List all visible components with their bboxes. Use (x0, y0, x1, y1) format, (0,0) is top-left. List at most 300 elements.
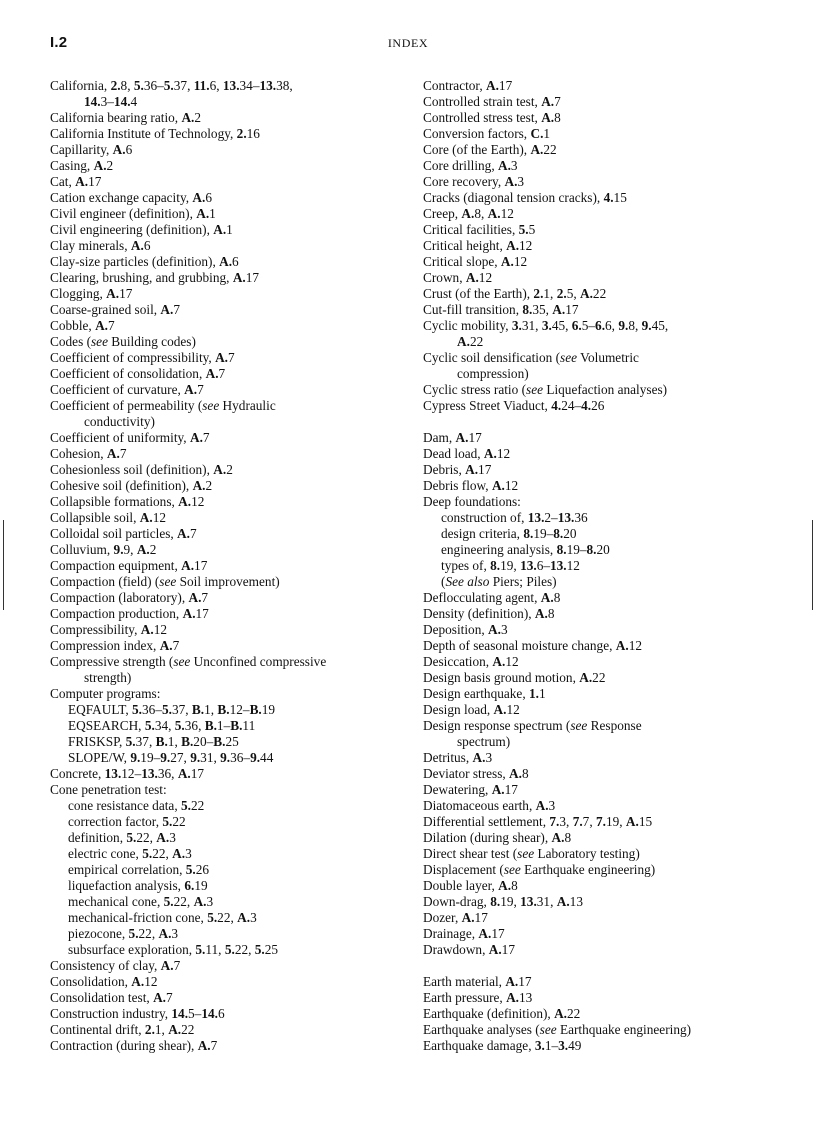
entry-text: 22, (173, 894, 194, 909)
page-ref-prefix: A. (483, 446, 497, 461)
entry-text: 3 (517, 174, 525, 189)
page-ref-prefix: A. (192, 478, 206, 493)
page-ref-prefix: A. (556, 894, 570, 909)
entry-text: types of, (441, 558, 491, 573)
entry-text: Earthquake (definition), (423, 1006, 555, 1021)
entry-text: 7 (172, 638, 180, 653)
page-ref-prefix: A. (196, 206, 210, 221)
index-entry (50, 302, 410, 318)
index-entry (423, 894, 793, 910)
entry-text: Design load, (423, 702, 494, 717)
page-ref-prefix: A. (485, 78, 499, 93)
entry-text: Response (587, 718, 642, 733)
entry-text: 12 (628, 638, 642, 653)
index-subentry (423, 526, 793, 542)
entry-text: 19 (194, 878, 208, 893)
entry-text: 6, (209, 78, 223, 93)
entry-text: electric cone, (68, 846, 143, 861)
entry-text: 7 (201, 590, 209, 605)
entry-text: 19, (500, 558, 521, 573)
page-ref-prefix: A. (131, 974, 145, 989)
page-ref-prefix: C. (530, 126, 544, 141)
entry-text: Critical slope, (423, 254, 501, 269)
page-ref-prefix: 14. (171, 1006, 189, 1021)
index-entry (423, 1006, 793, 1022)
entry-text: Density (definition), (423, 606, 535, 621)
entry-text: 7 (108, 318, 115, 333)
entry-text: Cracks (diagonal tension cracks), (423, 190, 604, 205)
entry-text: 20 (596, 542, 610, 557)
index-entry (423, 878, 793, 894)
page-ref-prefix: A. (205, 366, 219, 381)
entry-text: 8, (120, 78, 134, 93)
page-ref-prefix: A. (197, 1038, 211, 1053)
page-ref-prefix: A. (505, 974, 519, 989)
index-entry (423, 782, 793, 798)
page-ref-prefix: A. (461, 206, 475, 221)
index-entry (50, 254, 410, 270)
entry-text: engineering analysis, (441, 542, 557, 557)
index-entry (50, 526, 410, 542)
entry-text: Crown, (423, 270, 466, 285)
entry-text: Critical facilities, (423, 222, 519, 237)
page-ref-prefix: 9. (618, 318, 629, 333)
index-entry (50, 126, 410, 142)
entry-text: Cut-fill transition, (423, 302, 523, 317)
index-entry (50, 174, 410, 190)
entry-text: 22, (136, 830, 157, 845)
entry-text: 17 (518, 974, 532, 989)
index-entry (50, 542, 410, 558)
index-entry (423, 478, 793, 494)
entry-text: 16 (246, 126, 260, 141)
entry-text: Cation exchange capacity, (50, 190, 193, 205)
entry-text: 5– (581, 318, 596, 333)
entry-text: 7 (173, 958, 181, 973)
index-subentry (50, 926, 410, 942)
index-entry (423, 862, 793, 878)
entry-text: 6 (217, 1006, 225, 1021)
entry-text: 37, (135, 734, 156, 749)
entry-text: 24– (561, 398, 582, 413)
page-ref-prefix: 5. (144, 718, 155, 733)
entry-text: 8, (628, 318, 642, 333)
index-entry (50, 686, 410, 702)
index-entry (50, 206, 410, 222)
entry-text: 2 (194, 110, 202, 125)
entry-text: 36– (143, 78, 164, 93)
entry-text: 12 (191, 494, 205, 509)
page-ref-prefix: 7. (572, 814, 583, 829)
entry-text: Deposition, (423, 622, 489, 637)
entry-text: Coefficient of uniformity, (50, 430, 190, 445)
entry-text: Computer programs: (50, 686, 161, 701)
index-column-right (423, 78, 793, 1054)
index-entry (423, 718, 793, 734)
entry-text: Earthquake analyses ( (423, 1022, 540, 1037)
index-entry (50, 654, 410, 670)
page-ref-prefix: 3. (534, 1038, 545, 1053)
page-ref-prefix: A. (509, 766, 522, 781)
entry-text: ( (441, 574, 446, 589)
page-ref-prefix: A. (500, 254, 514, 269)
cross-ref-term: see (560, 350, 577, 365)
page-ref-prefix: A. (178, 494, 192, 509)
entry-text: 22, (234, 942, 255, 957)
index-entry (423, 814, 793, 830)
entry-text: 12 (500, 206, 514, 221)
entry-text: 3 (548, 798, 556, 813)
entry-text: definition, (68, 830, 127, 845)
entry-text: 12 (519, 238, 533, 253)
entry-text: 9, (123, 542, 137, 557)
page-ref-prefix: 9. (641, 318, 652, 333)
entry-text: 17 (195, 606, 209, 621)
page-ref-prefix: 13. (104, 766, 122, 781)
entry-text: 19– (566, 542, 587, 557)
entry-text: Compaction equipment, (50, 558, 182, 573)
entry-text: 12 (144, 974, 158, 989)
index-entry (423, 670, 793, 686)
index-entry (50, 590, 410, 606)
page-ref-prefix: A. (160, 302, 174, 317)
index-entry (50, 430, 410, 446)
page-ref-prefix: A. (106, 286, 120, 301)
entry-text: Cyclic soil densification ( (423, 350, 561, 365)
entry-text: Diatomaceous earth, (423, 798, 536, 813)
index-subentry (50, 798, 410, 814)
index-entry (423, 638, 793, 654)
entry-text: 34– (239, 78, 260, 93)
entry-text: Dewatering, (423, 782, 492, 797)
page-ref-prefix: A. (95, 318, 108, 333)
entry-text: Design earthquake, (423, 686, 529, 701)
page-ref-prefix: A. (554, 1006, 568, 1021)
index-entry (50, 270, 410, 286)
entry-text: 3 (510, 158, 518, 173)
index-entry (423, 686, 793, 702)
entry-text: 1, (154, 1022, 169, 1037)
entry-text: Earthquake engineering) (520, 862, 656, 877)
index-entry-continuation (50, 414, 410, 430)
entry-text: Cyclic mobility, (423, 318, 512, 333)
page-ref-prefix: 5. (128, 926, 139, 941)
index-subentry (423, 558, 793, 574)
entry-text: 26 (195, 862, 210, 877)
entry-text: 20– (193, 734, 214, 749)
entry-text: 3 (171, 926, 179, 941)
entry-text: 22 (592, 286, 607, 301)
entry-text: Civil engineer (definition), (50, 206, 197, 221)
index-entry (50, 142, 410, 158)
page-number: I.2 (50, 34, 68, 51)
index-entry (423, 302, 793, 318)
page-ref-prefix: 8. (523, 526, 534, 541)
entry-text: Cohesive soil (definition), (50, 478, 193, 493)
page-ref-prefix: B. (155, 734, 168, 749)
page-ref-prefix: A. (160, 958, 174, 973)
index-column-left (50, 78, 410, 1054)
entry-text: Civil engineering (definition), (50, 222, 214, 237)
index-entry (423, 94, 793, 110)
page-ref-prefix: 11. (193, 78, 210, 93)
page-ref-prefix: 5. (195, 942, 206, 957)
entry-text: 19– (140, 750, 161, 765)
entry-text: Consistency of clay, (50, 958, 161, 973)
index-entry (423, 174, 793, 190)
entry-text: 22, (152, 846, 173, 861)
page-ref-prefix: 2. (144, 1022, 155, 1037)
entry-text: Double layer, (423, 878, 499, 893)
index-entry (50, 222, 410, 238)
entry-text: Dam, (423, 430, 456, 445)
entry-text: Laboratory testing) (534, 846, 640, 861)
index-entry (423, 830, 793, 846)
index-entry (423, 206, 793, 222)
entry-text: Clay-size particles (definition), (50, 254, 220, 269)
entry-text: Volumetric (577, 350, 639, 365)
entry-text: mechanical cone, (68, 894, 164, 909)
entry-text: 36, (184, 718, 205, 733)
entry-text: strength) (84, 670, 132, 685)
entry-text: FRISKSP, (68, 734, 126, 749)
page-ref-prefix: A. (106, 446, 120, 461)
entry-text: 1 (538, 686, 546, 701)
entry-text: 12 (506, 702, 520, 717)
entry-text: 31, (536, 894, 557, 909)
entry-text: 8 (554, 110, 561, 125)
page-ref-prefix: A. (488, 942, 502, 957)
cross-ref-term: See also (445, 574, 490, 589)
index-entry (50, 990, 410, 1006)
page-ref-prefix: A. (188, 590, 202, 605)
page-ref-prefix: A. (493, 702, 507, 717)
page-ref-prefix: 5. (161, 702, 172, 717)
index-entry-continuation (423, 366, 793, 382)
entry-text: 31, (200, 750, 221, 765)
cross-ref-term: see (503, 862, 521, 877)
index-entry (423, 1022, 793, 1038)
entry-text: Drainage, (423, 926, 479, 941)
entry-text: 6 (232, 254, 239, 269)
page-ref-prefix: 14. (84, 94, 101, 109)
entry-text: Compressive strength ( (50, 654, 174, 669)
page-ref-prefix: 13. (520, 894, 537, 909)
entry-text: Cone penetration test: (50, 782, 167, 797)
page-ref-prefix: 6. (184, 878, 195, 893)
page-ref-prefix: A. (112, 142, 126, 157)
entry-text: 1– (216, 718, 231, 733)
entry-text: Controlled strain test, (423, 94, 542, 109)
running-head: INDEX (387, 36, 429, 50)
entry-text: 2 (106, 158, 114, 173)
index-entry (50, 606, 410, 622)
entry-text: 17 (504, 782, 518, 797)
index-entry (50, 510, 410, 526)
entry-text: 2 (226, 462, 233, 477)
page-ref-prefix: 9. (113, 542, 124, 557)
entry-text: 12 (505, 654, 519, 669)
page-ref-prefix: 5. (207, 910, 218, 925)
index-entry (423, 702, 793, 718)
page-ref-prefix: B. (204, 718, 217, 733)
page-ref-prefix: A. (158, 926, 172, 941)
index-entry (50, 190, 410, 206)
index-entry (50, 398, 410, 414)
entry-text: 6 (143, 238, 151, 253)
entry-text: 17 (491, 926, 505, 941)
entry-text: empirical correlation, (68, 862, 186, 877)
page-ref-prefix: 14. (113, 94, 131, 109)
entry-text: 31, (521, 318, 542, 333)
page-ref-prefix: 1. (528, 686, 539, 701)
index-entry (50, 1006, 410, 1022)
entry-text: 25 (225, 734, 239, 749)
index-entry (50, 78, 410, 94)
entry-text: 3 (500, 622, 508, 637)
entry-text: 1 (209, 206, 216, 221)
page-ref-prefix: 13. (549, 558, 567, 573)
page-ref-prefix: B. (181, 734, 194, 749)
entry-text: 13 (569, 894, 583, 909)
entry-text: 7 (197, 382, 204, 397)
entry-text: 1, (204, 702, 218, 717)
page-ref-prefix: B. (249, 702, 262, 717)
index-entry-continuation (50, 670, 410, 686)
entry-text: Clearing, brushing, and grubbing, (50, 270, 233, 285)
index-entry (423, 398, 793, 414)
entry-text: 22 (469, 334, 484, 349)
index-entry (423, 606, 793, 622)
entry-text: 3, (559, 814, 573, 829)
index-entry (50, 334, 410, 350)
index-entry (423, 494, 793, 510)
entry-text: 45, (651, 318, 669, 333)
entry-text: Compaction production, (50, 606, 183, 621)
entry-text: Coefficient of compressibility, (50, 350, 216, 365)
index-subentry (50, 878, 410, 894)
index-entry (423, 78, 793, 94)
page-ref-prefix: 13. (222, 78, 240, 93)
index-entry (50, 462, 410, 478)
entry-text: Collapsible formations, (50, 494, 179, 509)
page-ref-prefix: A. (579, 286, 593, 301)
entry-text: 17 (88, 174, 102, 189)
index-entry (50, 766, 410, 782)
entry-text: 12 (153, 622, 167, 637)
entry-text: Liquefaction analyses) (543, 382, 668, 397)
entry-text: Compressibility, (50, 622, 141, 637)
page-ref-prefix: 9. (220, 750, 231, 765)
entry-text: Deep foundations: (423, 494, 521, 509)
page-ref-prefix: 8. (556, 542, 567, 557)
entry-text: 45, (551, 318, 572, 333)
entry-text: piezocone, (68, 926, 129, 941)
index-spacer (423, 958, 793, 974)
page-ref-prefix: A. (156, 830, 170, 845)
page-ref-prefix: A. (579, 670, 593, 685)
index-entry (423, 926, 793, 942)
page-ref-prefix: A. (465, 462, 479, 477)
page-ref-prefix: 6. (595, 318, 606, 333)
entry-text: Clogging, (50, 286, 107, 301)
index-entry-continuation (423, 334, 793, 350)
entry-text: 1 (226, 222, 233, 237)
page-ref-prefix: 5. (180, 798, 191, 813)
index-entry (423, 430, 793, 446)
entry-text: Colluvium, (50, 542, 114, 557)
index-entry (50, 622, 410, 638)
index-entry (50, 974, 410, 990)
page-ref-prefix: A. (193, 894, 207, 909)
entry-text: Coefficient of consolidation, (50, 366, 206, 381)
entry-text: Core drilling, (423, 158, 498, 173)
index-entry (50, 366, 410, 382)
page-ref-prefix: A. (506, 238, 520, 253)
index-subentry (50, 814, 410, 830)
page-ref-prefix: 13. (520, 558, 537, 573)
entry-text: Hydraulic (219, 398, 276, 413)
index-entry (423, 190, 793, 206)
page-ref-prefix: 3. (558, 1038, 569, 1053)
index-entry (423, 254, 793, 270)
entry-text: SLOPE/W, (68, 750, 131, 765)
page-ref-prefix: 5. (174, 718, 185, 733)
index-entry (50, 350, 410, 366)
entry-text: 15 (613, 190, 627, 205)
entry-text: 8 (553, 590, 561, 605)
page-ref-prefix: A. (504, 174, 518, 189)
entry-text: 19, (500, 894, 521, 909)
entry-text: 8 (547, 606, 555, 621)
index-subentry (50, 718, 410, 734)
entry-text: 1, (167, 734, 182, 749)
page-ref-prefix: 13. (141, 766, 158, 781)
entry-text: Consolidation test, (50, 990, 154, 1005)
page-ref-prefix: 5. (142, 846, 153, 861)
entry-text: Direct shear test ( (423, 846, 518, 861)
entry-text: Capillarity, (50, 142, 113, 157)
entry-text: Earthquake engineering) (556, 1022, 692, 1037)
index-subentry (423, 510, 793, 526)
page-ref-prefix: B. (217, 702, 230, 717)
page-ref-prefix: A. (177, 766, 191, 781)
page-ref-prefix: 8. (522, 302, 533, 317)
entry-text: 3 (206, 894, 214, 909)
entry-text: 17 (468, 430, 482, 445)
index-entry (50, 446, 410, 462)
index-entry (423, 126, 793, 142)
entry-text: 7 (202, 430, 210, 445)
index-entry (423, 766, 793, 782)
index-entry (50, 638, 410, 654)
entry-text: Soil improvement) (176, 574, 280, 589)
entry-text: Coefficient of permeability ( (50, 398, 203, 413)
entry-text: 3 (169, 830, 176, 845)
entry-text: Colloidal soil particles, (50, 526, 178, 541)
entry-text: 8, (474, 206, 488, 221)
index-entry (50, 382, 410, 398)
index-entry (423, 942, 793, 958)
entry-text: 36– (142, 702, 162, 717)
entry-text: 22 (567, 1006, 581, 1021)
page-ref-prefix: A. (140, 622, 154, 637)
page-ref-prefix: A. (552, 302, 566, 317)
entry-text: 19 (261, 702, 276, 717)
entry-text: 22 (592, 670, 606, 685)
scan-edge-mark-left (3, 520, 4, 610)
entry-text: Dead load, (423, 446, 484, 461)
